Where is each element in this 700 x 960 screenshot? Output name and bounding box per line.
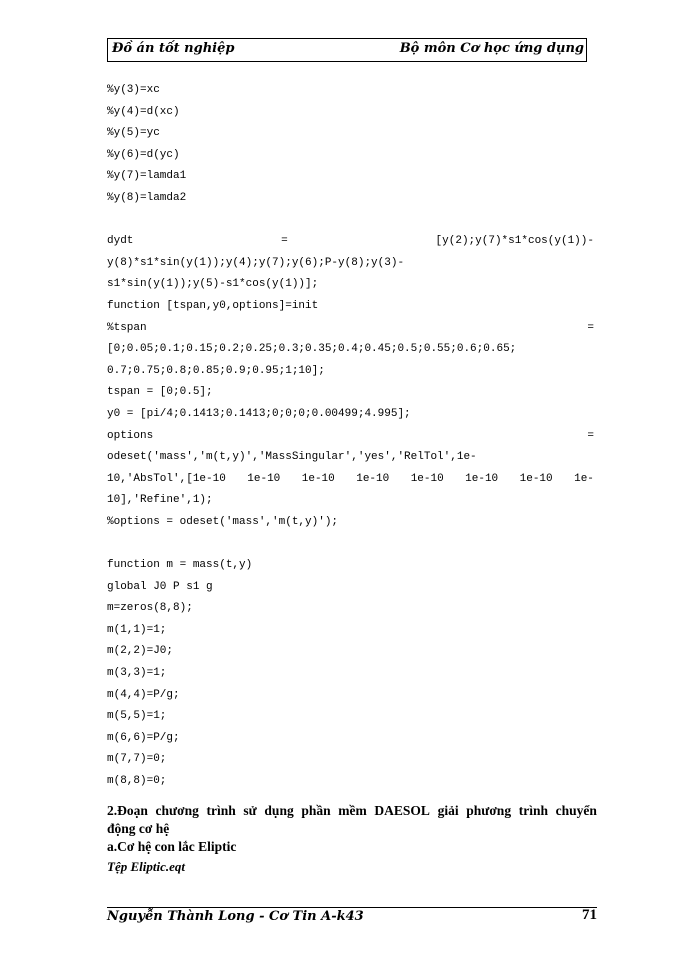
code-token: 1e-10 [519, 472, 553, 485]
code-token: options [107, 429, 154, 442]
code-line: m(3,3)=1; [107, 667, 167, 680]
code-line: function [tspan,y0,options]=init [107, 299, 319, 312]
code-line: m(7,7)=0; [107, 753, 167, 766]
code-line: function m = mass(t,y) [107, 559, 253, 572]
code-line: %y(3)=xc [107, 84, 160, 96]
code-token: 1e- [574, 472, 594, 485]
code-line: m(1,1)=1; [107, 623, 167, 636]
code-line-justified [107, 318, 594, 340]
code-line: s1*sin(y(1));y(5)-s1*cos(y(1))]; [107, 278, 319, 291]
title-word: mềm [338, 803, 367, 818]
section-title-line-2: động cơ hệ [107, 821, 170, 836]
code-line: y0 = [pi/4;0.1413;0.1413;0;0;0;0.00499;4.995]; [107, 407, 411, 420]
code-line-justified [107, 469, 594, 491]
code-line-justified [107, 231, 594, 253]
code-line: m(6,6)=P/g; [107, 731, 180, 744]
code-token: 1e-10 [247, 472, 281, 485]
subsection-heading: a.Cơ hệ con lắc Eliptic [107, 839, 237, 854]
code-line: global J0 P s1 g [107, 580, 213, 593]
section-title-line [107, 802, 597, 820]
blank-line [107, 210, 594, 232]
file-name: Tệp Eliptic.eqt [107, 859, 185, 874]
title-word: trình [518, 803, 548, 818]
code-token: 1e-10 [410, 472, 444, 485]
title-word: chương [155, 803, 199, 818]
title-word: chuyển [555, 803, 597, 818]
code-line: %y(7)=lamda1 [107, 170, 187, 183]
code-line: %y(8)=lamda2 [107, 191, 187, 204]
header-title-left: Đồ án tốt nghiệp [112, 41, 235, 56]
code-line: %y(6)=d(yc) [107, 148, 180, 161]
title-word: phần [301, 803, 331, 818]
code-line: m=zeros(8,8); [107, 602, 193, 615]
code-line: 0.7;0.75;0.8;0.85;0.9;0.95;1;10]; [107, 364, 325, 377]
footer-rule [107, 907, 597, 908]
footer-author: Nguyễn Thành Long - Cơ Tin A-k43 [107, 909, 364, 924]
code-token: = [587, 321, 594, 334]
code-token: [y(2);y(7)*s1*cos(y(1))- [435, 235, 594, 248]
code-line: m(5,5)=1; [107, 710, 167, 723]
code-token: %tspan [107, 321, 147, 334]
title-word: trình [206, 803, 236, 818]
code-line-justified [107, 426, 594, 448]
title-word: DAESOL [374, 803, 430, 818]
code-line: %options = odeset('mass','m(t,y)'); [107, 515, 339, 528]
code-token: 10,'AbsTol',[1e-10 [107, 472, 226, 485]
code-line: m(8,8)=0; [107, 775, 167, 787]
title-word: phương [466, 803, 512, 818]
code-line: %y(4)=d(xc) [107, 105, 180, 118]
title-word: sử [243, 803, 257, 818]
code-line: 10],'Refine',1); [107, 494, 213, 507]
title-word: dụng [264, 803, 294, 818]
code-token: dydt [107, 235, 134, 248]
code-line: y(8)*s1*sin(y(1));y(4);y(7);y(6);P-y(8);y(3)- [107, 256, 405, 269]
blank-line [107, 533, 594, 555]
page-number: 71 [582, 907, 597, 923]
code-listing [107, 80, 594, 793]
header-title-right: Bộ môn Cơ học ứng dụng [399, 41, 584, 56]
code-line: [0;0.05;0.1;0.15;0.2;0.25;0.3;0.35;0.4;0.45;0.5;0.55;0.6;0.65; [107, 343, 517, 356]
section-heading [107, 802, 597, 876]
code-token: 1e-10 [356, 472, 390, 485]
code-line: tspan = [0;0.5]; [107, 386, 213, 399]
code-line: %y(5)=yc [107, 127, 160, 140]
code-line: m(2,2)=J0; [107, 645, 174, 658]
title-word: giải [437, 803, 459, 818]
code-token: 1e-10 [465, 472, 499, 485]
code-line: m(4,4)=P/g; [107, 688, 180, 701]
title-word: 2.Đoạn [107, 803, 148, 818]
page-header [107, 38, 587, 62]
code-line: odeset('mass','m(t,y)','MassSingular','yes','RelTol',1e- [107, 451, 477, 464]
code-token: = [587, 429, 594, 442]
code-token: 1e-10 [301, 472, 335, 485]
code-token: = [281, 235, 288, 248]
